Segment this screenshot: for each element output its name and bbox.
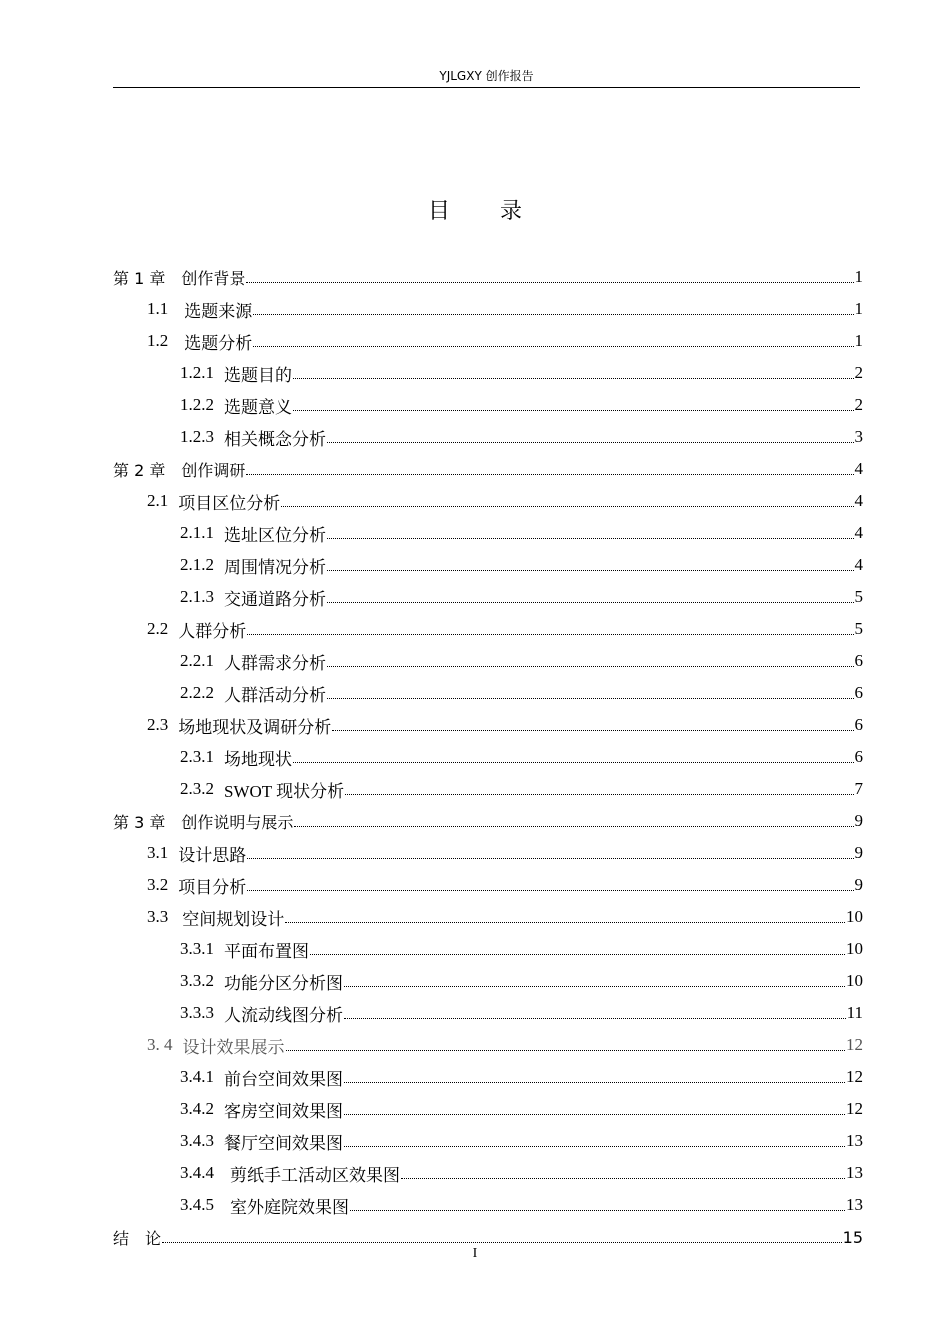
toc-entry-text: 选题意义	[224, 397, 292, 417]
toc-entry-2-2-2[interactable]	[180, 678, 863, 708]
toc-entry-3-4-4[interactable]	[180, 1158, 863, 1188]
toc-entry-3-4-3[interactable]	[180, 1126, 863, 1156]
dot-leader	[327, 698, 854, 699]
toc-entry-chapter-3[interactable]	[113, 806, 863, 836]
dot-leader	[327, 570, 854, 571]
toc-entry-page: 5	[854, 587, 863, 606]
toc-entry-1-2-1[interactable]	[180, 358, 863, 388]
toc-entry-3-4-5[interactable]	[180, 1190, 863, 1220]
toc-entry-number: 第 1 章	[113, 268, 166, 288]
toc-entry-number: 3.3.3	[180, 1003, 214, 1022]
dot-leader	[344, 986, 845, 987]
toc-entry-page: 9	[854, 811, 863, 830]
toc-entry-page: 4	[854, 491, 863, 510]
toc-entry-2-1-1[interactable]	[180, 518, 863, 548]
toc-entry-text: SWOT 现状分析	[224, 781, 345, 801]
toc-entry-page: 5	[854, 619, 863, 638]
toc-entry-text: 项目分析	[178, 877, 247, 897]
dot-leader	[294, 826, 853, 827]
toc-entry-2-2-1[interactable]	[180, 646, 863, 676]
toc-entry-number: 2.2.2	[180, 683, 214, 702]
toc-entry-number: 第 3 章	[113, 812, 166, 832]
toc-entry-page: 6	[854, 683, 863, 702]
toc-entry-text: 项目区位分析	[178, 493, 281, 513]
dot-leader	[246, 282, 853, 283]
toc-entry-page: 3	[854, 427, 863, 446]
toc-entry-text: 选题分析	[184, 333, 253, 353]
toc-entry-number: 第 2 章	[113, 460, 166, 480]
toc-entry-2-1-2[interactable]	[180, 550, 863, 580]
toc-entry-text: 创作调研	[181, 460, 246, 480]
toc-entry-number: 1.2.1	[180, 363, 214, 382]
toc-entry-3-2[interactable]	[147, 870, 863, 900]
toc-entry-number: 2.3.2	[180, 779, 214, 798]
toc-entry-number: 3.4.4	[180, 1163, 214, 1182]
toc-entry-number: 1.1	[147, 299, 169, 318]
toc-title-char-1: 目	[427, 199, 450, 224]
dot-leader	[253, 346, 853, 347]
toc-entry-number: 2.1	[147, 491, 169, 510]
toc-entry-text: 人群需求分析	[224, 653, 326, 673]
toc-entry-text: 客房空间效果图	[224, 1101, 343, 1121]
toc-entry-3-4[interactable]	[147, 1030, 863, 1060]
dot-leader	[293, 762, 854, 763]
toc-entry-text: 平面布置图	[224, 941, 309, 961]
toc-entry-page: 2	[854, 395, 863, 414]
toc-entry-3-3[interactable]	[147, 902, 863, 932]
dot-leader	[327, 602, 854, 603]
toc-entry-3-4-1[interactable]	[180, 1062, 863, 1092]
toc-entry-number: 3.4.3	[180, 1131, 214, 1150]
toc-entry-page: 13	[846, 1163, 863, 1182]
toc-entry-page: 6	[854, 747, 863, 766]
dot-leader	[344, 1146, 845, 1147]
toc-entry-number: 3.3.1	[180, 939, 214, 958]
toc-entry-text: 论	[145, 1228, 162, 1248]
toc-entry-text: 人群分析	[178, 621, 247, 641]
toc-entry-number: 2.1.1	[180, 523, 214, 542]
toc-entry-text: 选址区位分析	[224, 525, 326, 545]
toc-entry-2-1-3[interactable]	[180, 582, 863, 612]
toc-entry-page: 6	[854, 715, 863, 734]
toc-entry-text: 前台空间效果图	[224, 1069, 343, 1089]
toc-entry-text: 选题来源	[184, 301, 253, 321]
page-number: I	[472, 1246, 478, 1261]
toc-entry-1-2-2[interactable]	[180, 390, 863, 420]
toc-entry-number: 2.1.3	[180, 587, 214, 606]
toc-entry-page: 12	[846, 1099, 863, 1118]
dot-leader	[327, 442, 854, 443]
dot-leader	[162, 1242, 842, 1243]
dot-leader	[285, 922, 845, 923]
dot-leader	[310, 954, 845, 955]
dot-leader	[253, 314, 853, 315]
toc-entry-page: 13	[846, 1195, 863, 1214]
toc-entry-page: 1	[854, 331, 863, 350]
toc-entry-text: 人流动线图分析	[224, 1005, 343, 1025]
dot-leader	[247, 858, 853, 859]
toc-entry-2-3[interactable]	[147, 710, 863, 740]
toc-entry-page: 10	[846, 939, 863, 958]
toc-entry-number: 2.1.2	[180, 555, 214, 574]
toc-entry-page: 7	[854, 779, 863, 798]
toc-entry-page: 11	[846, 1003, 863, 1022]
toc-entry-2-3-2[interactable]	[180, 774, 863, 804]
dot-leader	[332, 730, 853, 731]
toc-entry-text: 创作背景	[181, 268, 246, 288]
toc-entry-number: 3.2	[147, 875, 169, 894]
toc-entry-page: 1	[854, 299, 863, 318]
toc-entry-number: 2.3.1	[180, 747, 214, 766]
toc-entry-number: 3.1	[147, 843, 169, 862]
toc-entry-text: 餐厅空间效果图	[224, 1133, 343, 1153]
toc-entry-text: 场地现状及调研分析	[178, 717, 332, 737]
toc-entry-number: 3.4.1	[180, 1067, 214, 1086]
toc-entry-text: 设计效果展示	[182, 1037, 285, 1057]
toc-entry-text: 剪纸手工活动区效果图	[230, 1165, 400, 1185]
toc-entry-text: 人群活动分析	[224, 685, 326, 705]
toc-entry-3-4-2[interactable]	[180, 1094, 863, 1124]
toc-entry-chapter-2[interactable]	[113, 454, 863, 484]
toc-entry-number: 3.4.2	[180, 1099, 214, 1118]
toc-entry-number: 结	[113, 1228, 130, 1248]
toc-entry-page: 1	[854, 267, 863, 286]
dot-leader	[246, 474, 853, 475]
dot-leader	[327, 538, 854, 539]
toc-entry-number: 1.2.3	[180, 427, 214, 446]
toc-entry-text: 选题目的	[224, 365, 292, 385]
toc-entry-page: 13	[846, 1131, 863, 1150]
dot-leader	[401, 1178, 845, 1179]
toc-entry-text: 功能分区分析图	[224, 973, 343, 993]
toc-entry-text: 场地现状	[224, 749, 292, 769]
dot-leader	[247, 634, 853, 635]
toc-entry-page: 10	[846, 907, 863, 926]
toc-entry-page: 4	[854, 555, 863, 574]
dot-leader	[350, 1210, 845, 1211]
toc-entry-2-1[interactable]	[147, 486, 863, 516]
toc-entry-number: 3.3	[147, 907, 169, 926]
toc-entry-text: 室外庭院效果图	[230, 1197, 349, 1217]
dot-leader	[344, 1082, 845, 1083]
toc-entry-number: 2.2	[147, 619, 169, 638]
toc-entry-page: 4	[854, 523, 863, 542]
toc-entry-3-3-2[interactable]	[180, 966, 863, 996]
toc-entry-page: 12	[846, 1067, 863, 1086]
toc-entry-3-3-1[interactable]	[180, 934, 863, 964]
toc-entry-page: 9	[854, 875, 863, 894]
toc-entry-text: 设计思路	[178, 845, 247, 865]
dot-leader	[286, 1050, 846, 1051]
toc-entry-number: 1.2.2	[180, 395, 214, 414]
dot-leader	[344, 1018, 846, 1019]
toc-entry-page: 15	[842, 1227, 863, 1247]
toc-entry-number: 2.2.1	[180, 651, 214, 670]
toc-title	[0, 197, 950, 227]
header-rule	[113, 87, 860, 88]
toc-entry-text: 交通道路分析	[224, 589, 326, 609]
dot-leader	[281, 506, 853, 507]
toc-entry-number: 2.3	[147, 715, 169, 734]
toc-entry-number: 3.3.2	[180, 971, 214, 990]
dot-leader	[345, 794, 853, 795]
toc-entry-chapter-1[interactable]	[113, 262, 863, 292]
toc-entry-2-3-1[interactable]	[180, 742, 863, 772]
dot-leader	[327, 666, 854, 667]
toc-entry-text: 相关概念分析	[224, 429, 326, 449]
toc-entry-page: 10	[846, 971, 863, 990]
toc-entry-2-2[interactable]	[147, 614, 863, 644]
toc-entry-page: 2	[854, 363, 863, 382]
toc-entry-text: 空间规划设计	[182, 909, 285, 929]
toc-entry-page: 12	[846, 1035, 863, 1054]
dot-leader	[293, 378, 854, 379]
toc-entry-1-2[interactable]	[147, 326, 863, 356]
toc-entry-text: 周围情况分析	[224, 557, 326, 577]
toc-entry-number: 1.2	[147, 331, 169, 350]
toc-entry-text: 创作说明与展示	[181, 812, 294, 832]
toc-title-char-2: 录	[500, 199, 523, 224]
page-header: YJLGXY 创作报告	[439, 69, 534, 83]
dot-leader	[247, 890, 853, 891]
toc-entry-page: 4	[854, 459, 863, 478]
toc-entry-3-3-3[interactable]	[180, 998, 863, 1028]
toc-entry-1-1[interactable]	[147, 294, 863, 324]
toc-entry-page: 9	[854, 843, 863, 862]
dot-leader	[344, 1114, 845, 1115]
toc-entry-number: 3. 4	[147, 1035, 173, 1054]
toc-entry-3-1[interactable]	[147, 838, 863, 868]
toc-entry-1-2-3[interactable]	[180, 422, 863, 452]
dot-leader	[293, 410, 854, 411]
toc-entry-number: 3.4.5	[180, 1195, 214, 1214]
toc-entry-page: 6	[854, 651, 863, 670]
